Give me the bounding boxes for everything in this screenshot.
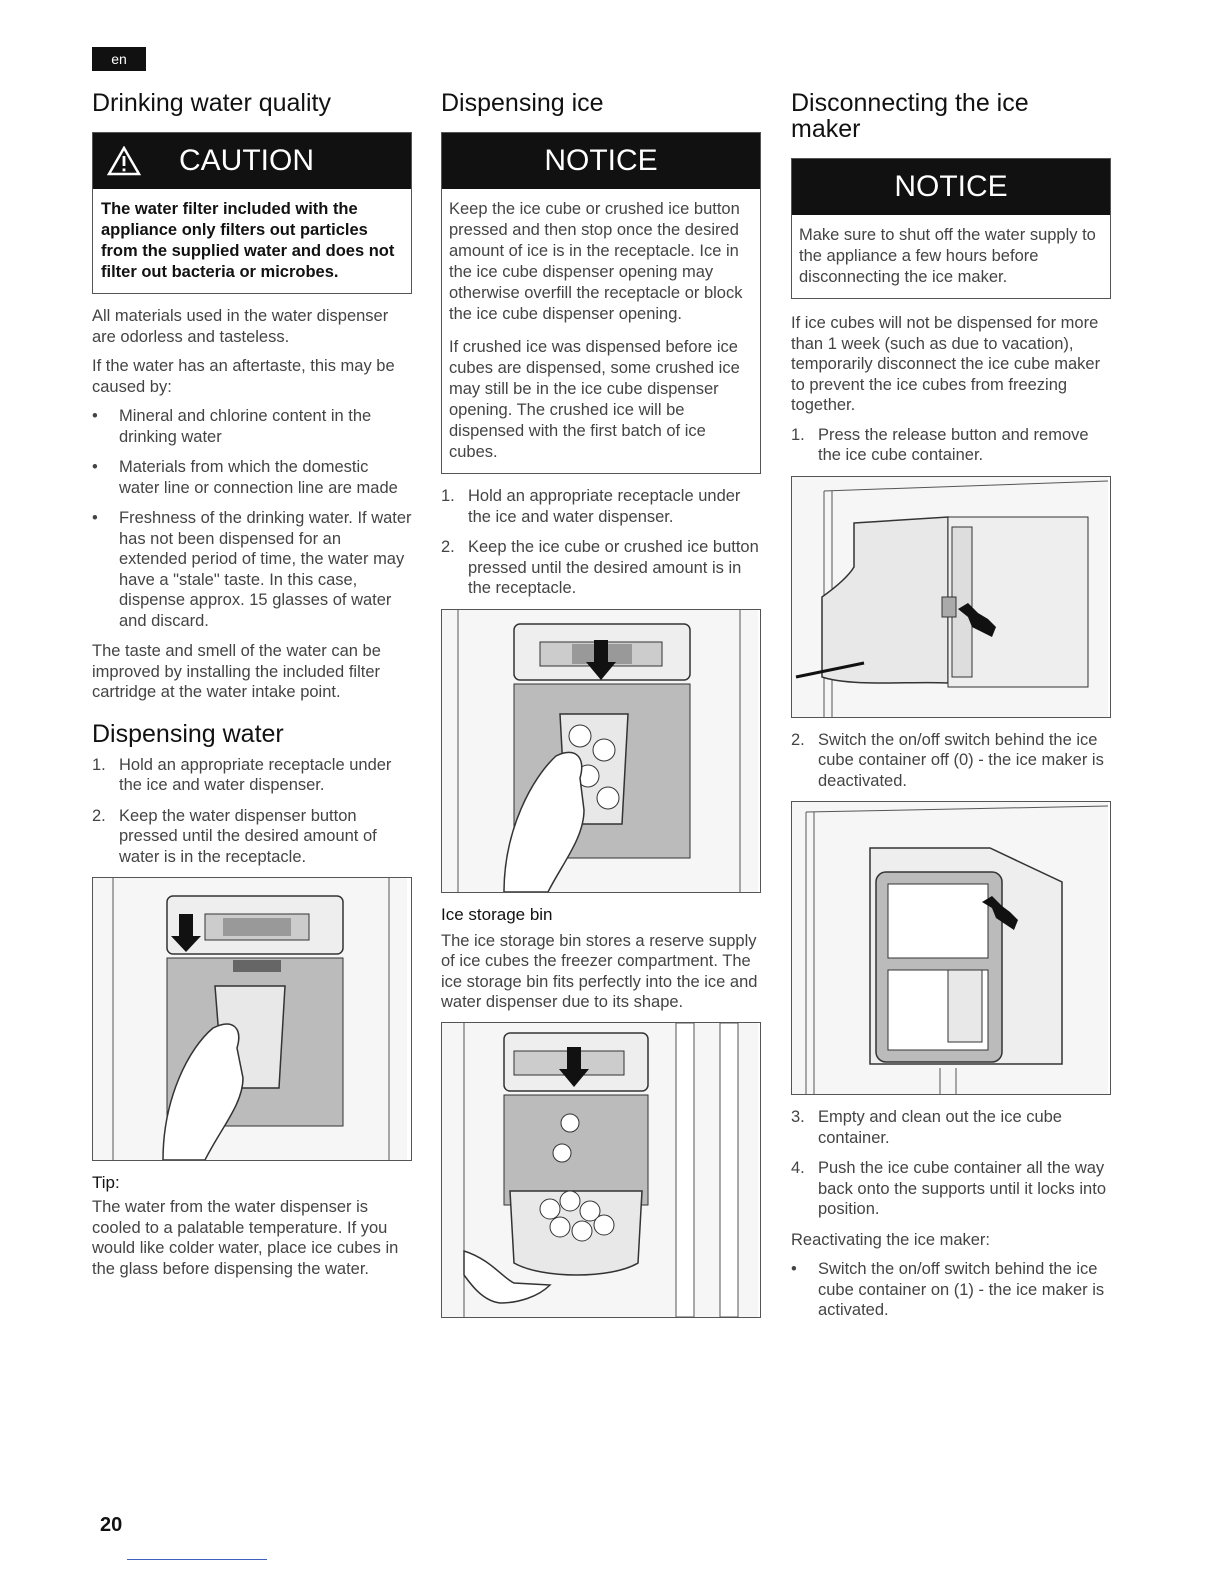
notice-paragraph: If crushed ice was dispensed before ice cubes are dispensed, some crushed ice may still be in the ice cube dispenser opening. The crushed ice will be dispensed with the first batch of ice cubes. xyxy=(449,338,740,461)
on-off-switch-illustration xyxy=(791,801,1111,1095)
bullet-mark: • xyxy=(92,407,98,425)
list-item: 3. Empty and clean out the ice cube container. xyxy=(791,1108,1062,1147)
notice-header: NOTICE xyxy=(442,133,760,189)
section-title-dispensing-ice: Dispensing ice xyxy=(441,89,604,117)
bullet-mark: • xyxy=(92,458,98,476)
list-item: 2. Keep the ice cube or crushed ice button pressed until the desired amount is in the receptacle. xyxy=(441,538,759,597)
steps-list xyxy=(92,755,412,868)
list-item: 1. Hold an appropriate receptacle under the ice and water dispenser. xyxy=(441,487,741,526)
caution-label: CAUTION xyxy=(179,144,314,177)
steps-list xyxy=(791,730,1111,792)
paragraph: The ice storage bin stores a reserve supply of ice cubes the freezer compartment. The ice storage bin fits perfectly into the ice and water dispenser due to its shape. xyxy=(441,931,758,1011)
bullet-mark: • xyxy=(791,1260,797,1278)
notice-text: Make sure to shut off the water supply to the appliance a few hours before disconnecting the ice maker. xyxy=(799,226,1096,286)
column-dispensing-ice xyxy=(441,90,761,1330)
notice-header: NOTICE xyxy=(792,159,1110,215)
paragraph: The taste and smell of the water can be improved by installing the included filter cartridge at the water intake point. xyxy=(92,642,381,701)
caution-box xyxy=(92,132,412,294)
list-item: 2. Switch the on/off switch behind the ice cube container off (0) - the ice maker is deactivated. xyxy=(791,730,1104,790)
tip-text: The water from the water dispenser is cooled to a palatable temperature. If you would like colder water, place ice cubes in the glass before dispensing the water. xyxy=(92,1198,399,1278)
subheading-ice-storage-bin: Ice storage bin xyxy=(441,904,553,924)
steps-list xyxy=(441,486,761,599)
notice-box xyxy=(441,132,761,474)
list-item: 4. Push the ice cube container all the way back onto the supports until it locks into position. xyxy=(791,1159,1106,1218)
caution-header xyxy=(93,133,411,189)
language-badge: en xyxy=(92,47,146,71)
paragraph: All materials used in the water dispenser are odorless and tasteless. xyxy=(92,307,389,346)
list-item: • Mineral and chlorine content in the drinking water xyxy=(92,407,372,446)
list-item: • Switch the on/off switch behind the ice cube container on (1) - the ice maker is activated. xyxy=(791,1260,1105,1319)
steps-list xyxy=(791,425,1111,466)
reactivate-list xyxy=(791,1259,1111,1321)
notice-box xyxy=(791,158,1111,299)
section-title-drinking-water: Drinking water quality xyxy=(92,89,331,117)
list-item: • Materials from which the domestic water line or connection line are made xyxy=(92,458,398,497)
footer-rule xyxy=(127,1559,267,1560)
ice-storage-bin-illustration xyxy=(441,1022,761,1318)
cause-list xyxy=(92,406,412,631)
water-dispenser-illustration xyxy=(92,877,412,1161)
list-item: 1. Hold an appropriate receptacle under the ice and water dispenser. xyxy=(92,755,392,794)
page-number: 20 xyxy=(100,1514,123,1536)
paragraph: If ice cubes will not be dispensed for more than 1 week (such as due to vacation), temporarily disconnect the ice cube maker to prevent the ice cubes from freezing together. xyxy=(791,314,1101,414)
steps-list xyxy=(791,1107,1111,1220)
column-drinking-water xyxy=(92,90,412,1288)
warning-triangle-icon xyxy=(107,146,141,176)
section-title-disconnecting-ice-maker: Disconnecting the ice maker xyxy=(791,89,1029,143)
column-disconnecting-ice-maker xyxy=(791,90,1111,1331)
notice-paragraph: Keep the ice cube or crushed ice button pressed and then stop once the desired amount of ice is in the receptacle. Ice in the ice cube dispenser opening may otherwise overfill the receptacle or block the ice cube dispenser opening. xyxy=(449,200,743,323)
release-button-illustration xyxy=(791,476,1111,718)
list-item: 2. Keep the water dispenser button pressed until the desired amount of water is in the receptacle. xyxy=(92,806,377,866)
notice-body xyxy=(442,189,760,473)
list-item: • Freshness of the drinking water. If water has not been dispensed for an extended period of time, the water may have a "stale" taste. In this case, dispense approx. 15 glasses of water and discard. xyxy=(92,509,412,630)
section-title-dispensing-water: Dispensing water xyxy=(92,719,284,748)
paragraph: Reactivating the ice maker: xyxy=(791,1230,991,1249)
list-item: 1. Press the release button and remove the ice cube container. xyxy=(791,425,1089,464)
caution-text: The water filter included with the appliance only filters out particles from the supplied water and does not filter out bacteria or microbes. xyxy=(101,200,395,281)
tip-title: Tip: xyxy=(92,1173,120,1192)
ice-dispenser-illustration xyxy=(441,609,761,893)
paragraph: If the water has an aftertaste, this may be caused by: xyxy=(92,357,395,396)
bullet-mark: • xyxy=(92,509,98,527)
